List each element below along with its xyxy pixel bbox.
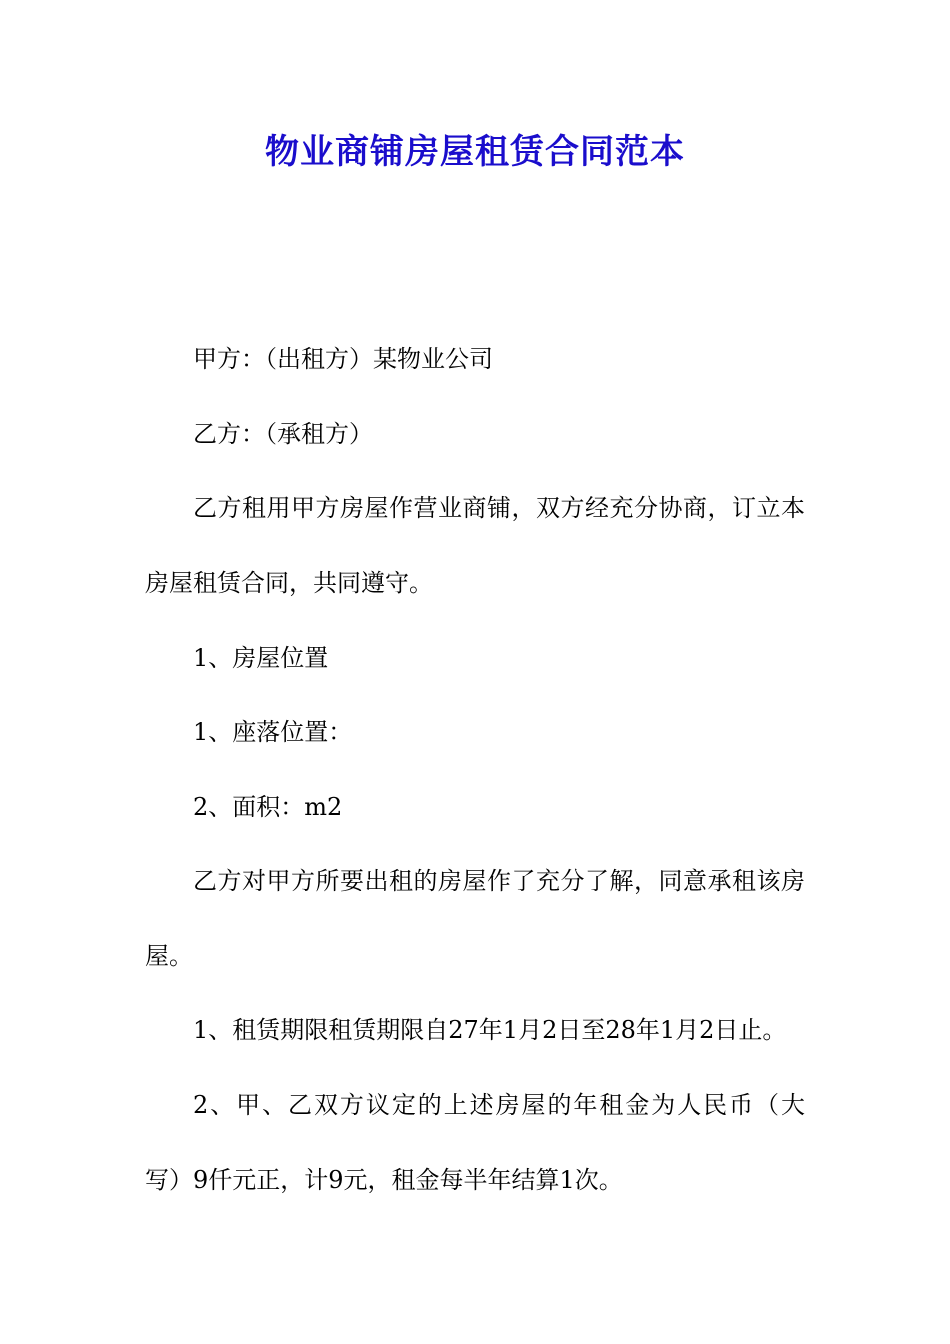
clause-line: 1、座落位置：: [193, 718, 353, 746]
document-title: 物业商铺房屋租赁合同范本: [265, 132, 685, 172]
party-a-line: 甲方：（出租方）某物业公司: [193, 345, 493, 373]
paragraph-line: 屋。: [145, 942, 193, 970]
clause-line: 1、租赁期限租赁期限自27年1月2日至28年1月2日止。: [193, 1016, 787, 1044]
party-b-line: 乙方：（承租方）: [193, 420, 373, 448]
paragraph-line: 房屋租赁合同，共同遵守。: [145, 569, 433, 597]
paragraph-line: 乙方租用甲方房屋作营业商铺，双方经充分协商，订立本: [193, 494, 805, 522]
section-heading: 1、房屋位置: [193, 644, 329, 672]
clause-line: 2、面积：m2: [193, 793, 343, 821]
paragraph-line: 乙方对甲方所要出租的房屋作了充分了解，同意承租该房: [193, 867, 805, 895]
paragraph-line: 写）9仟元正，计9元，租金每半年结算1次。: [145, 1166, 623, 1194]
paragraph-line: 2、甲、乙双方议定的上述房屋的年租金为人民币（大: [193, 1091, 805, 1119]
